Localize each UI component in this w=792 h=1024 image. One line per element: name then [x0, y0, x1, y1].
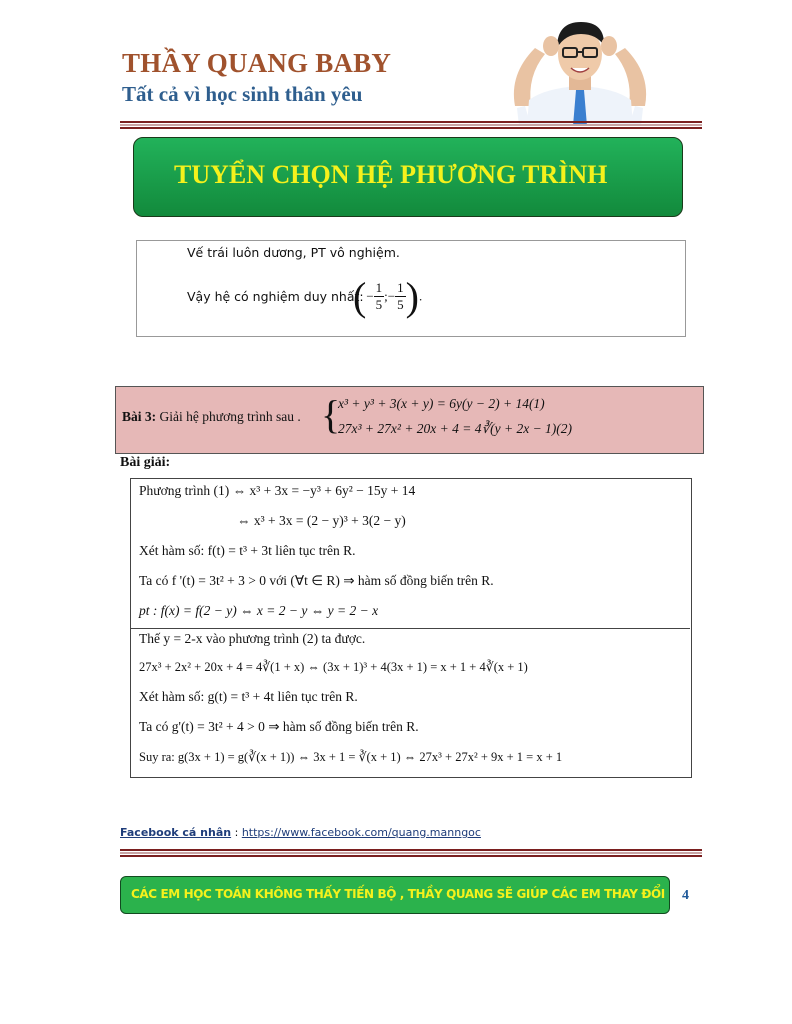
facebook-link[interactable]: https://www.facebook.com/quang.manngoc: [241, 826, 481, 839]
unique-solution-formula: (− $\frac{1}{5}$ ;− $\frac{1}{5}$ ).: [353, 274, 423, 319]
brand-slogan: Tất cả vì học sinh thân yêu: [122, 82, 363, 106]
solution-line-10: Suy ra: g(3x + 1) = g(∛(x + 1)) ⇔ 3x + 1 = ∛(x + 1) ⇔ 27x³ + 27x² + 9x + 1 = x + 1: [139, 750, 563, 764]
solution-line-8: Xét hàm số: g(t) = t³ + 4t liên tục trên R.: [139, 689, 358, 704]
equation-1: x³ + y³ + 3(x + y) = 6y(y − 2) + 14(1): [338, 396, 545, 411]
previous-line-2: [187, 289, 364, 304]
exercise-text: Giải hệ phương trình sau .: [159, 409, 301, 424]
header-divider: [120, 121, 702, 129]
solution-line-5: pt : f(x) = f(2 − y) ⇔ x = 2 − y ⇔ y = 2 − x: [139, 603, 379, 618]
solution-y-numerator: 1: [397, 280, 404, 295]
section-title: TUYỂN CHỌN HỆ PHƯƠNG TRÌNH: [174, 160, 608, 189]
exercise-box: [115, 386, 704, 454]
facebook-label: Facebook cá nhân: [120, 826, 232, 839]
solution-line-6: Thế y = 2-x vào phương trình (2) ta được.: [139, 631, 366, 646]
facebook-line: [120, 826, 481, 839]
equation-2: 27x³ + 27x² + 20x + 4 = 4∛(y + 2x − 1)(2): [338, 421, 573, 436]
solution-line-2: ⇔ x³ + 3x = (2 − y)³ + 3(2 − y): [237, 513, 406, 528]
solution-line-9: Ta có g'(t) = 3t² + 4 > 0 ⇒ hàm số đồng biến trên R.: [139, 719, 419, 734]
page-number: 4: [682, 888, 689, 903]
previous-solution-box: [136, 240, 686, 337]
solution-x-denominator: 5: [375, 297, 383, 312]
solution-y-denominator: 5: [397, 297, 404, 312]
facebook-separator: :: [231, 826, 242, 839]
section-title-box: [133, 137, 683, 217]
solution-x-numerator: 1: [375, 280, 383, 295]
solution-divider: [130, 628, 690, 629]
system-brace: {: [321, 392, 341, 437]
exercise-prompt: [122, 409, 301, 425]
brand-name: THẦY QUANG BABY: [122, 48, 392, 78]
solution-line-3: Xét hàm số: f(t) = t³ + 3t liên tục trên R.: [139, 543, 356, 558]
solution-line-4: Ta có f '(t) = 3t² + 3 > 0 với (∀t ∈ R) ⇒ hàm số đồng biến trên R.: [139, 573, 494, 588]
footer-divider: [120, 849, 702, 857]
footer-banner-text: CÁC EM HỌC TOÁN KHÔNG THẤY TIẾN BỘ , THẦY QUANG SẼ GIÚP CÁC EM THAY ĐỔI: [131, 887, 665, 901]
previous-line-2-prefix: Vậy hệ có nghiệm duy nhất:: [187, 289, 364, 304]
solution-heading: Bài giải:: [120, 455, 171, 470]
solution-line-7: 27x³ + 2x² + 20x + 4 = 4∛(1 + x) ⇔ (3x + 1)³ + 4(3x + 1) = x + 1 + 4∛(x + 1): [139, 660, 528, 674]
previous-line-1: Vế trái luôn dương, PT vô nghiệm.: [187, 245, 400, 260]
exercise-label: Bài 3:: [122, 409, 157, 424]
footer-banner: [120, 876, 670, 914]
teacher-photo: [505, 14, 655, 126]
solution-line-1: Phương trình (1) ⇔ x³ + 3x = −y³ + 6y² − 15y + 14: [139, 483, 416, 498]
